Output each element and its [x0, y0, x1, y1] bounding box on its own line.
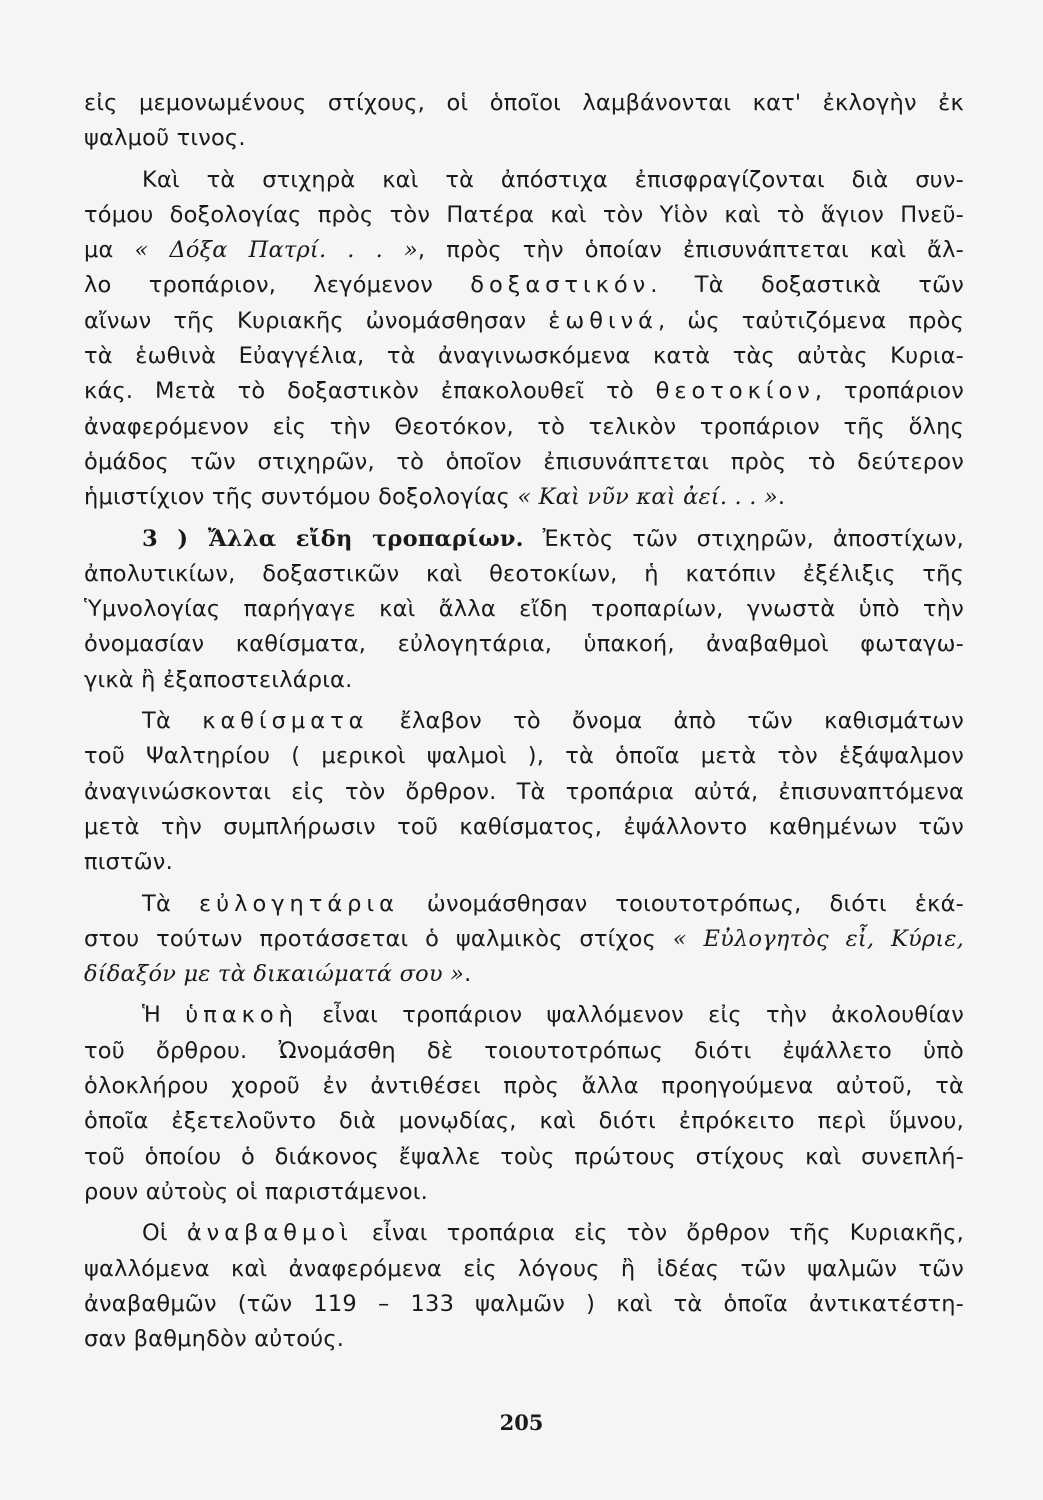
text-line: σαν βαθμηδὸν αὐτούς. [84, 1326, 345, 1353]
text-run: ὠνομάσθησαν τοιουτοτρόπως, διότι ἑκά- [398, 890, 964, 917]
text-line: τοῦ ὄρθρου. Ὠνομάσθη δὲ τοιουτοτρόπως διότι ἐψάλλετο ὑπὸ [84, 1037, 964, 1064]
text-line [84, 704, 964, 739]
text-line [84, 1216, 964, 1251]
text-line [84, 480, 964, 515]
text-line: πιστῶν. [84, 849, 173, 876]
paragraph [84, 1216, 964, 1357]
text-run: αἴνων τῆς Κυριακῆς ὠνομάσθησαν [84, 307, 549, 334]
spaced-term: δοξαστικόν [470, 272, 651, 299]
text-run: λο τροπάριον, λεγόμενον [84, 272, 471, 299]
quoted-text: « Εὐλογητὸς εἶ, Κύριε, [672, 925, 964, 952]
text-run: Τὰ [142, 708, 203, 735]
paragraph [84, 163, 964, 516]
text-line [84, 374, 964, 409]
paragraph [84, 998, 964, 1210]
text-run: Τὰ [142, 890, 199, 917]
spaced-term: εὐλογητάρια [198, 890, 399, 917]
text-run: Ἡ [142, 1002, 186, 1029]
text-line [84, 998, 964, 1033]
text-line: τὰ ἑωθινὰ Εὐαγγέλια, τὰ ἀναγινωσκόμενα κατὰ τὰς αὐτὰς Κυρια- [84, 343, 964, 370]
paragraph [84, 704, 964, 880]
text-line: ψαλλόμενα καὶ ἀναφερόμενα εἰς λόγους ἢ ἰδέας τῶν ψαλμῶν τῶν [84, 1255, 964, 1282]
text-line: τοῦ ὁποίου ὁ διάκονος ἔψαλλε τοὺς πρώτους στίχους καὶ συνεπλή- [84, 1143, 964, 1170]
text-line: ἀναφερόμενον εἰς τὴν Θεοτόκον, τὸ τελικὸν τροπάριον τῆς ὅλης [84, 413, 964, 440]
paragraph [84, 887, 964, 993]
quoted-text: « Δόξα Πατρί. . . » [134, 237, 418, 264]
text-line: ψαλμοῦ τινος. [84, 125, 246, 152]
spaced-term: ὑπακοὴ [185, 1002, 298, 1029]
text-line [84, 304, 964, 339]
text-run: Ἐκτὸς τῶν στιχηρῶν, ἀποστίχων, [523, 525, 964, 552]
text-line: ὁλοκλήρου χοροῦ ἐν ἀντιθέσει πρὸς ἄλλα προηγούμενα αὐτοῦ, τὰ [84, 1073, 964, 1100]
spaced-term: καθίσματα [202, 708, 369, 735]
text-run: . Τὰ δοξαστικὰ τῶν [650, 272, 964, 299]
text-run: ἔλαβον τὸ ὄνομα ἀπὸ τῶν καθισμάτων [368, 708, 964, 735]
text-line [84, 922, 964, 957]
text-line [84, 957, 964, 992]
section-heading: 3 ) Ἄλλα εἴδη τροπαρίων. [142, 525, 524, 552]
text-run: κάς. Μετὰ τὸ δοξαστικὸν ἐπακολουθεῖ τὸ [84, 378, 656, 405]
text-line: ἀναβαθμῶν (τῶν 119 – 133 ψαλμῶν ) καὶ τὰ ὁποῖα ἀντικατέστη- [84, 1290, 964, 1317]
text-line: ἀναγινώσκονται εἰς τὸν ὄρθρον. Τὰ τροπάρια αὐτά, ἐπισυναπτόμενα [84, 778, 964, 805]
text-run: ἡμιστίχιον τῆς συντόμου δοξολογίας [84, 484, 518, 511]
text-run: εἶναι τροπάρια εἰς τὸν ὄρθρον τῆς Κυριακῆς, [352, 1220, 964, 1247]
text-line: γικὰ ἢ ἐξαποστειλάρια. [84, 666, 353, 693]
quoted-text: δίδαξόν με τὰ δικαιώματά σου » [84, 961, 465, 988]
text-line: Ὑμνολογίας παρήγαγε καὶ ἄλλα εἴδη τροπαρίων, γνωστὰ ὑπὸ τὴν [84, 596, 964, 623]
text-run: , πρὸς τὴν ὁποίαν ἐπισυνάπτεται καὶ ἄλ- [417, 237, 964, 264]
text-line [84, 233, 964, 268]
text-line: Καὶ τὰ στιχηρὰ καὶ τὰ ἀπόστιχα ἐπισφραγίζονται διὰ συν- [142, 166, 964, 193]
text-line: ἀπολυτικίων, δοξαστικῶν καὶ θεοτοκίων, ἡ κατόπιν ἐξέλιξις τῆς [84, 560, 964, 587]
paragraph [84, 522, 964, 698]
text-run: . [464, 961, 472, 988]
text-line: τόμου δοξολογίας πρὸς τὸν Πατέρα καὶ τὸν Υἱὸν καὶ τὸ ἅγιον Πνεῦ- [84, 201, 964, 228]
spaced-term: ἀναβαθμοὶ [186, 1220, 353, 1247]
spaced-term: ἑωθινά [548, 307, 659, 334]
text-line: εἰς μεμονωμένους στίχους, οἱ ὁποῖοι λαμβάνονται κατ' ἐκλογὴν ἐκ [84, 90, 964, 116]
paragraph [84, 86, 964, 157]
text-run: , τροπάριον [814, 378, 964, 405]
text-run: στου τούτων προτάσσεται ὁ ψαλμικὸς στίχος [84, 925, 673, 952]
text-line: ὁποῖα ἐξετελοῦντο διὰ μονῳδίας, καὶ διότι ἐπρόκειτο περὶ ὕμνου, [84, 1108, 964, 1135]
text-line: τοῦ Ψαλτηρίου ( μερικοὶ ψαλμοὶ ), τὰ ὁποῖα μετὰ τὸν ἑξάψαλμον [84, 743, 964, 770]
text-line: ρουν αὐτοὺς οἱ παριστάμενοι. [84, 1178, 428, 1205]
text-line [84, 268, 964, 303]
page-body [84, 86, 964, 1357]
spaced-term: θεοτοκίον [655, 378, 815, 405]
page-number: 205 [499, 1410, 544, 1435]
text-line [84, 522, 964, 557]
text-line: ὁμάδος τῶν στιχηρῶν, τὸ ὁποῖον ἐπισυνάπτεται πρὸς τὸ δεύτερον [84, 448, 964, 475]
text-line: ὀνομασίαν καθίσματα, εὐλογητάρια, ὑπακοή, ἀναβαθμοὶ φωταγω- [84, 631, 964, 658]
text-line [84, 887, 964, 922]
text-line: μετὰ τὴν συμπλήρωσιν τοῦ καθίσματος, ἐψάλλοντο καθημένων τῶν [84, 813, 964, 840]
text-run: . [777, 484, 786, 511]
quoted-text: « Καὶ νῦν καὶ ἀεί. . . » [517, 484, 778, 511]
text-run: εἶναι τροπάριον ψαλλόμενον εἰς τὴν ἀκολουθίαν [297, 1002, 964, 1029]
text-run: , ὡς ταὐτιζόμενα πρὸς [658, 307, 964, 334]
text-run: Οἱ [142, 1220, 187, 1247]
text-run: μα [84, 237, 135, 264]
